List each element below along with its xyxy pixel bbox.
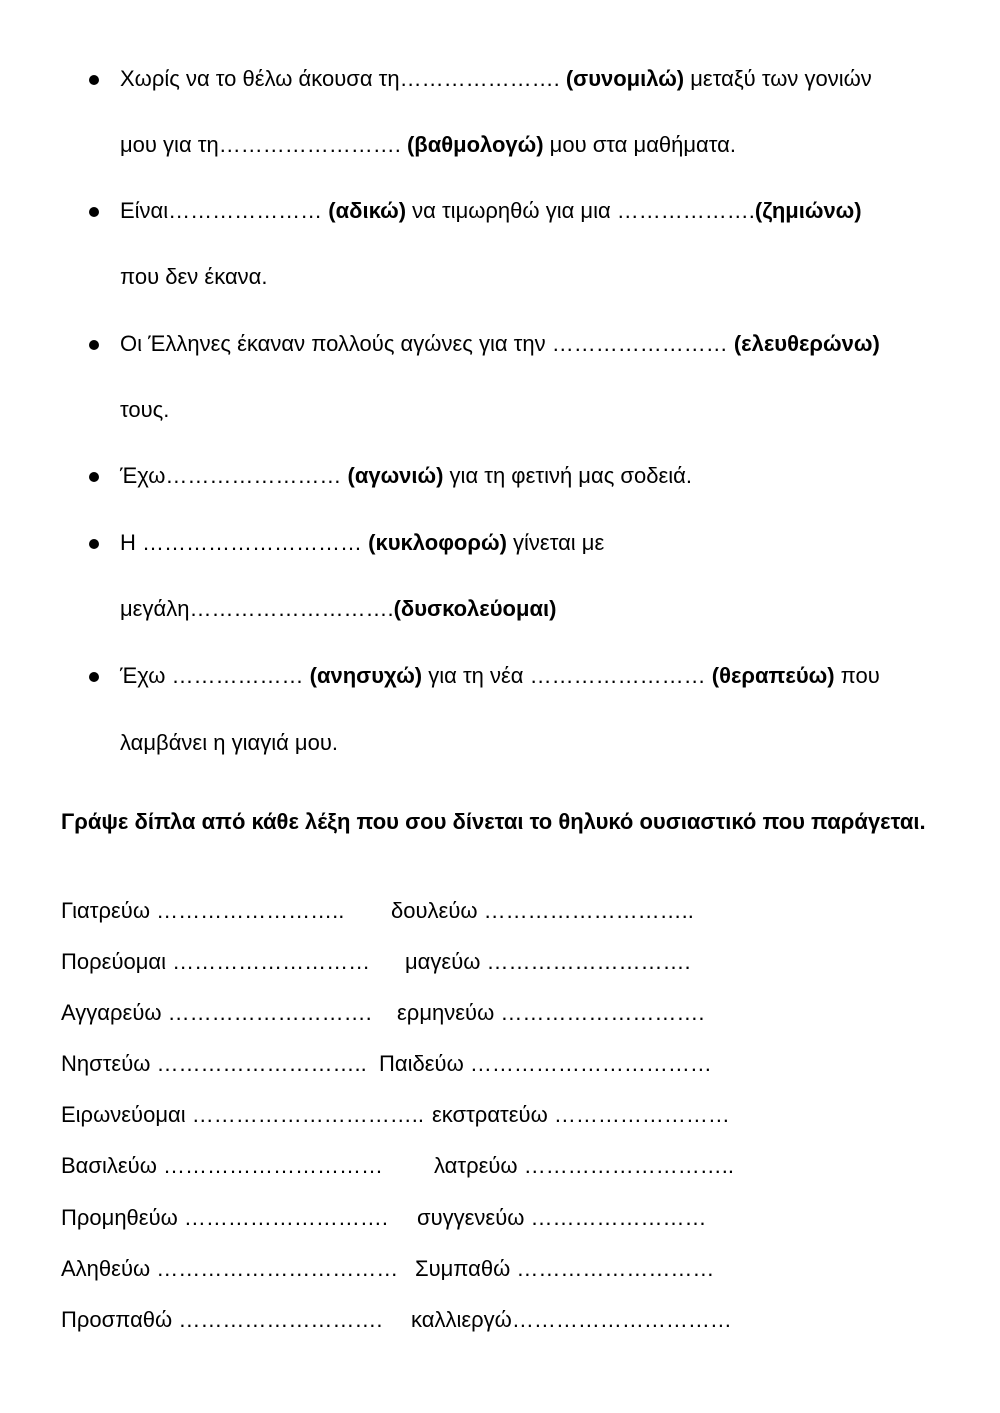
word-item-right: Παιδεύω …………………………… xyxy=(379,1051,712,1076)
word-item-left: Προμηθεύω ………………………. xyxy=(61,1205,389,1230)
sentence-text: Έχω…………………… xyxy=(120,463,348,488)
sentence-text: Η ………………………… xyxy=(120,530,369,555)
sentence-text: μου στα μαθήματα. xyxy=(543,132,736,157)
sentence-4-line-1 xyxy=(120,462,692,490)
word-item-right: καλλιεργώ………………………… xyxy=(411,1307,732,1332)
word-item-right: λατρεύω ……………………….. xyxy=(434,1153,734,1178)
root-word: (αδικώ) xyxy=(328,198,407,223)
exercise-2-heading: Γράψε δίπλα από κάθε λέξη που σου δίνεται το θηλυκό ουσιαστικό που παράγεται. xyxy=(61,809,926,834)
sentence-text: που δεν έκανα. xyxy=(120,264,268,289)
word-item-left: Αγγαρεύω ………………………. xyxy=(61,1000,372,1025)
word-item-left: Νηστεύω ……………………….. xyxy=(61,1051,367,1076)
sentence-text: μεγάλη………………………. xyxy=(120,596,394,621)
root-word: (κυκλοφορώ) xyxy=(368,530,507,555)
root-word: (ζημιώνω) xyxy=(754,198,862,223)
sentence-5-line-2 xyxy=(120,595,556,623)
sentence-1-line-1 xyxy=(120,65,872,93)
word-item-right: συγγενεύω …………………… xyxy=(417,1205,707,1230)
root-word: (αγωνιώ) xyxy=(347,463,444,488)
word-item-right: ερμηνεύω ………………………. xyxy=(397,1000,705,1025)
bullet-point xyxy=(89,472,99,482)
sentence-3-line-1 xyxy=(120,330,880,358)
sentence-text: μου για τη……………………. xyxy=(120,132,407,157)
root-word: (συνομιλώ) xyxy=(565,66,685,91)
bullet-point xyxy=(89,340,99,350)
word-item-left: Βασιλεύω ………………………… xyxy=(61,1153,383,1178)
bullet-point xyxy=(89,75,99,85)
sentence-text: για τη φετινή μας σοδειά. xyxy=(443,463,693,488)
sentence-text: να τιμωρηθώ για μια ………………. xyxy=(406,198,755,223)
sentence-text: λαμβάνει η γιαγιά μου. xyxy=(120,730,338,755)
sentence-text: που xyxy=(834,663,880,688)
root-word: (δυσκολεύομαι) xyxy=(393,596,557,621)
word-item-right: εκστρατεύω …………………… xyxy=(432,1102,730,1127)
root-word: (θεραπεύω) xyxy=(711,663,835,688)
sentence-2-line-1 xyxy=(120,197,862,225)
sentence-3-line-2 xyxy=(120,396,169,424)
word-item-left: Πορεύομαι ……………………… xyxy=(61,949,371,974)
word-item-right: Συμπαθώ ……………………… xyxy=(415,1256,715,1281)
sentence-text: τους. xyxy=(120,397,170,422)
sentence-2-line-2 xyxy=(120,263,268,291)
word-item-left: Ειρωνεύομαι ………………………….. xyxy=(61,1102,424,1127)
bullet-point xyxy=(89,539,99,549)
sentence-text: Έχω ……………… xyxy=(120,663,310,688)
sentence-text: γίνεται με xyxy=(506,530,605,555)
root-word: (βαθμολογώ) xyxy=(406,132,544,157)
word-item-left: Γιατρεύω …………………….. xyxy=(61,898,345,923)
sentence-text: Οι Έλληνες έκαναν πολλούς αγώνες για την …………………… xyxy=(120,331,734,356)
word-item-left: Προσπαθώ ………………………. xyxy=(61,1307,383,1332)
bullet-point xyxy=(89,672,99,682)
sentence-text: Χωρίς να το θέλω άκουσα τη…………………. xyxy=(120,66,566,91)
sentence-6-line-2 xyxy=(120,729,338,757)
sentence-6-line-1 xyxy=(120,662,880,690)
bullet-point xyxy=(89,207,99,217)
word-item-right: μαγεύω ………………………. xyxy=(405,949,691,974)
sentence-1-line-2 xyxy=(120,131,736,159)
root-word: (ελευθερώνω) xyxy=(733,331,880,356)
sentence-5-line-1 xyxy=(120,529,604,557)
sentence-text: για τη νέα …………………… xyxy=(422,663,712,688)
sentence-text: Είναι………………… xyxy=(120,198,329,223)
word-item-left: Αληθεύω …………………………… xyxy=(61,1256,399,1281)
word-item-right: δουλεύω ……………………….. xyxy=(391,898,694,923)
sentence-text: μεταξύ των γονιών xyxy=(684,66,872,91)
root-word: (ανησυχώ) xyxy=(309,663,423,688)
